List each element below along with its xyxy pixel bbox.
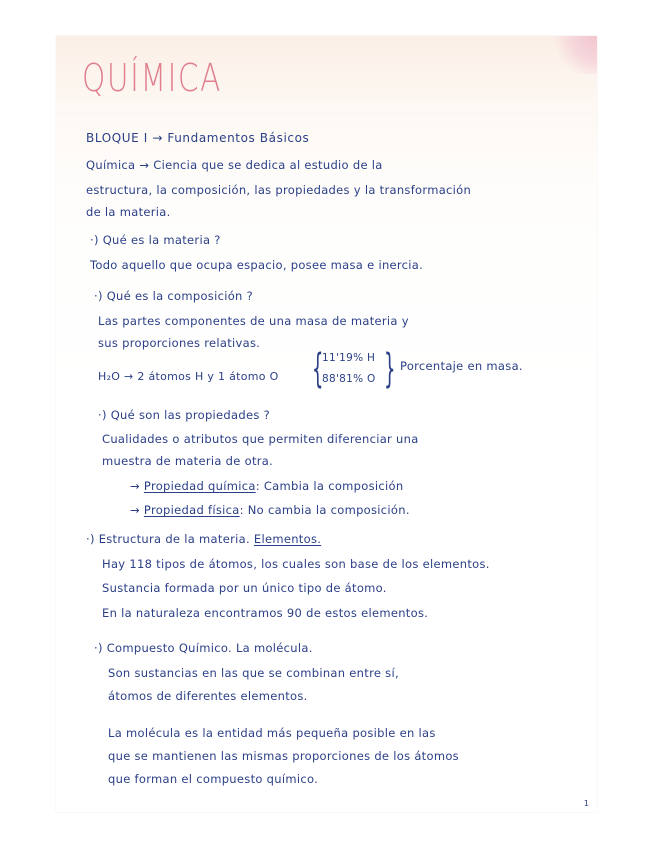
heading-compuesto: [94, 641, 313, 655]
page-title: QUÍMICA: [82, 56, 222, 100]
answer-propiedades-2: muestra de materia de otra.: [102, 454, 274, 468]
propiedad-fisica-label: Propiedad física: [143, 503, 240, 517]
propiedad-quimica-text: : Cambia la composición: [255, 479, 404, 493]
heading-compuesto-prefix: ·) Compuesto Químico.: [94, 641, 232, 655]
question-composicion: ·) Qué es la composición ?: [94, 289, 253, 303]
answer-materia: Todo aquello que ocupa espacio, posee masa e inercia.: [90, 258, 424, 272]
heading-compuesto-suffix: La molécula.: [235, 641, 313, 655]
estructura-line-2: Sustancia formada por un único tipo de átomo.: [102, 581, 387, 595]
page-number: 1: [583, 799, 589, 808]
bullet-fisica: [130, 503, 410, 517]
propiedad-fisica-text: : No cambia la composición.: [239, 503, 410, 517]
pink-corner-decoration: [553, 36, 597, 74]
estructura-line-3: En la naturaleza encontramos 90 de estos elementos.: [102, 606, 429, 620]
block-title: BLOQUE I → Fundamentos Básicos: [86, 131, 310, 145]
answer-composicion-2: sus proporciones relativas.: [98, 336, 261, 350]
notebook-page: [56, 36, 597, 812]
question-propiedades: ·) Qué son las propiedades ?: [98, 408, 270, 422]
definition-line-2: estructura, la composición, las propiedades y la transformación: [86, 183, 472, 197]
arrow-icon: →: [130, 479, 140, 493]
molecula-line-1: La molécula es la entidad más pequeña posible en las: [108, 726, 436, 740]
estructura-line-1: Hay 118 tipos de átomos, los cuales son base de los elementos.: [102, 557, 490, 571]
definition-line-1: Química → Ciencia que se dedica al estudio de la: [86, 158, 383, 172]
molecula-line-3: que forman el compuesto químico.: [108, 772, 319, 786]
answer-composicion-1: Las partes componentes de una masa de materia y: [98, 314, 409, 328]
formula-percentage-label: Porcentaje en masa.: [400, 359, 523, 373]
heading-estructura: [86, 532, 321, 546]
heading-estructura-suffix: Elementos.: [253, 532, 322, 546]
right-brace: }: [384, 346, 396, 392]
arrow-icon: →: [130, 503, 140, 517]
molecula-line-2: que se mantienen las mismas proporciones de los átomos: [108, 749, 459, 763]
definition-line-3: de la materia.: [86, 205, 171, 219]
compuesto-line-2: átomos de diferentes elementos.: [108, 689, 308, 703]
bullet-quimica: [130, 479, 403, 493]
heading-estructura-prefix: ·) Estructura de la materia.: [86, 532, 250, 546]
compuesto-line-1: Son sustancias en las que se combinan entre sí,: [108, 666, 399, 680]
propiedad-quimica-label: Propiedad química: [143, 479, 256, 493]
percentage-hydrogen: 11'19% H: [322, 352, 376, 364]
percentage-oxygen: 88'81% O: [322, 373, 376, 385]
question-materia: ·) Qué es la materia ?: [90, 233, 221, 247]
answer-propiedades-1: Cualidades o atributos que permiten diferenciar una: [102, 432, 419, 446]
formula-water: H₂O → 2 átomos H y 1 átomo O: [98, 370, 279, 383]
left-brace: {: [312, 346, 324, 392]
